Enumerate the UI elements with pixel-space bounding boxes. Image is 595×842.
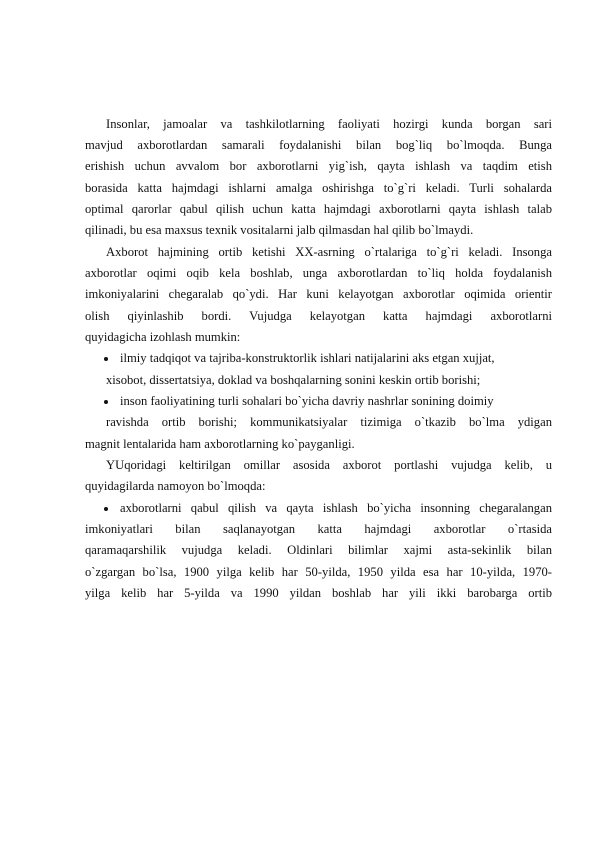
list-item: ilmiy tadqiqot va tajriba-konstruktorlik ishlari natijalarini aks etgan xujjat,	[120, 351, 495, 365]
paragraph-line: mavjud axborotlardan samarali foydalanishi bilan bog`liq bo`lmoqda. Bunga	[85, 138, 552, 152]
paragraph-line: erishish uchun avvalom bor axborotlarni yig`ish, qayta ishlash va taqdim etish	[85, 159, 552, 173]
bullet-icon	[104, 507, 108, 511]
bullet-icon	[104, 357, 108, 361]
paragraph-line: quyidagicha izohlash mumkin:	[85, 330, 241, 344]
paragraph-line: imkoniyatlari bilan saqlanayotgan katta hajmdagi axborotlar o`rtasida	[85, 522, 552, 536]
paragraph-line: borasida katta hajmdagi ishlarni amalga oshirishga to`g`ri keladi. Turli sohalarda	[85, 181, 552, 195]
bullet-icon	[104, 400, 108, 404]
paragraph-line: o`zgargan bo`lsa, 1900 yilga kelib har 50-yilda, 1950 yilda esa har 10-yilda, 1970-	[85, 565, 552, 579]
paragraph-line: yilga kelib har 5-yilda va 1990 yildan boshlab har yili ikki barobarga ortib	[85, 586, 552, 600]
paragraph-line: xisobot, dissertatsiya, doklad va boshqalarning sonini keskin ortib borishi;	[106, 373, 481, 387]
paragraph-line: magnit lentalarida ham axborotlarning ko`payganligi.	[85, 437, 355, 451]
paragraph-line: qaramaqarshilik vujudga keladi. Oldinlari bilimlar xajmi asta-sekinlik bilan	[85, 543, 552, 557]
paragraph-line: quyidagilarda namoyon bo`lmoqda:	[85, 479, 266, 493]
paragraph-line: optimal qarorlar qabul qilish uchun katta hajmdagi axborotlarni qayta ishlash talab	[85, 202, 552, 216]
paragraph-line: Axborot hajmining ortib ketishi XX-asrning o`rtalariga to`g`ri keladi. Insonga	[106, 245, 552, 259]
paragraph-line: qilinadi, bu esa maxsus texnik vositalarni jalb qilmasdan hal qilib bo`lmaydi.	[85, 223, 474, 237]
paragraph-line: olish qiyinlashib bordi. Vujudga kelayotgan katta hajmdagi axborotlarni	[85, 309, 552, 323]
paragraph-line: YUqoridagi keltirilgan omillar asosida axborot portlashi vujudga kelib, u	[106, 458, 552, 472]
paragraph-line: ravishda ortib borishi; kommunikatsiyalar tizimiga o`tkazib bo`lma ydigan	[106, 415, 552, 429]
paragraph-line: axborotlar oqimi oqib kela boshlab, unga axborotlardan to`liq holda foydalanish	[85, 266, 552, 280]
list-item: axborotlarni qabul qilish va qayta ishlash bo`yicha insonning chegaralangan	[120, 501, 552, 515]
paragraph-line: Insonlar, jamoalar va tashkilotlarning faoliyati hozirgi kunda borgan sari	[106, 117, 552, 131]
list-item: inson faoliyatining turli sohalari bo`yicha davriy nashrlar sonining doimiy	[120, 394, 494, 408]
paragraph-line: imkoniyalarini chegaralab qo`ydi. Har kuni kelayotgan axborotlar oqimida orientir	[85, 287, 552, 301]
